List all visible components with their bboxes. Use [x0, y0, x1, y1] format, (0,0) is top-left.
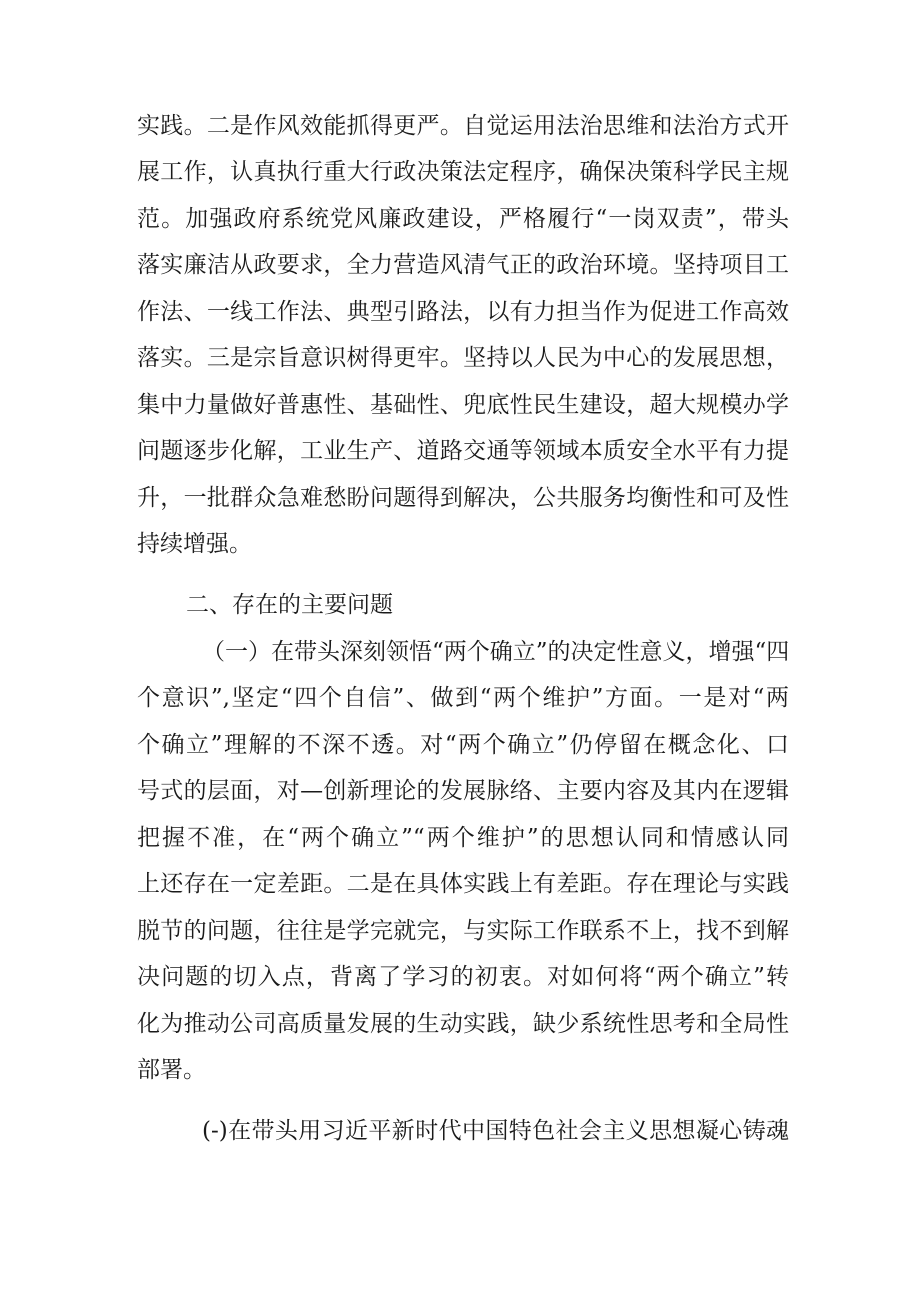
- paragraph-2-line: 部署。: [137, 1057, 206, 1083]
- paragraph-1-line: 展工作，认真执行重大行政决策法定程序，确保决策科学民主规: [137, 159, 789, 185]
- paragraph-1-line: 问题逐步化解，工业生产、道路交通等领域本质安全水平有力提: [137, 438, 789, 464]
- paragraph-1-line: 实践。二是作风效能抓得更严。自觉运用法治思维和法治方式开: [137, 113, 789, 139]
- paragraph-1-line: 落实廉洁从政要求，全力营造风清气正的政治环境。坚持项目工: [137, 252, 789, 278]
- paragraph-2-line: （一）在带头深刻领悟“两个确立”的决定性意义，增强“四: [202, 639, 790, 665]
- paragraph-2-line: 化为推动公司高质量发展的生动实践，缺少系统性思考和全局性: [137, 1011, 789, 1037]
- paragraph-2-line: 个意识”,坚定“四个自信”、做到“两个维护”方面。一是对“两: [137, 685, 789, 711]
- paragraph-1-line: 持续增强。: [137, 531, 252, 557]
- paragraph-2-line: 上还存在一定差距。二是在具体实践上有差距。存在理论与实践: [137, 871, 789, 897]
- paragraph-3-line: (-)在带头用习近平新时代中国特色社会主义思想凝心铸魂: [202, 1118, 789, 1144]
- paragraph-1-line: 范。加强政府系统党风廉政建设，严格履行“一岗双责”，带头: [137, 206, 789, 232]
- section-heading: 二、存在的主要问题: [186, 592, 393, 618]
- paragraph-1-line: 作法、一线工作法、典型引路法，以有力担当作为促进工作高效: [137, 299, 789, 325]
- paragraph-1-line: 集中力量做好普惠性、基础性、兜底性民生建设，超大规模办学: [137, 392, 789, 418]
- paragraph-2-line: 号式的层面，对—创新理论的发展脉络、主要内容及其内在逻辑: [137, 778, 789, 804]
- paragraph-2-line: 决问题的切入点，背离了学习的初衷。对如何将“两个确立”转: [137, 964, 789, 990]
- paragraph-2-line: 把握不准，在“两个确立”“两个维护”的思想认同和情感认同: [137, 825, 789, 851]
- paragraph-2-line: 个确立”理解的不深不透。对“两个确立”仍停留在概念化、口: [137, 732, 789, 758]
- paragraph-1-line: 落实。三是宗旨意识树得更牢。坚持以人民为中心的发展思想，: [137, 345, 789, 371]
- paragraph-2-line: 脱节的问题，往往是学完就完，与实际工作联系不上，找不到解: [137, 918, 789, 944]
- paragraph-1-line: 升，一批群众急难愁盼问题得到解决，公共服务均衡性和可及性: [137, 485, 789, 511]
